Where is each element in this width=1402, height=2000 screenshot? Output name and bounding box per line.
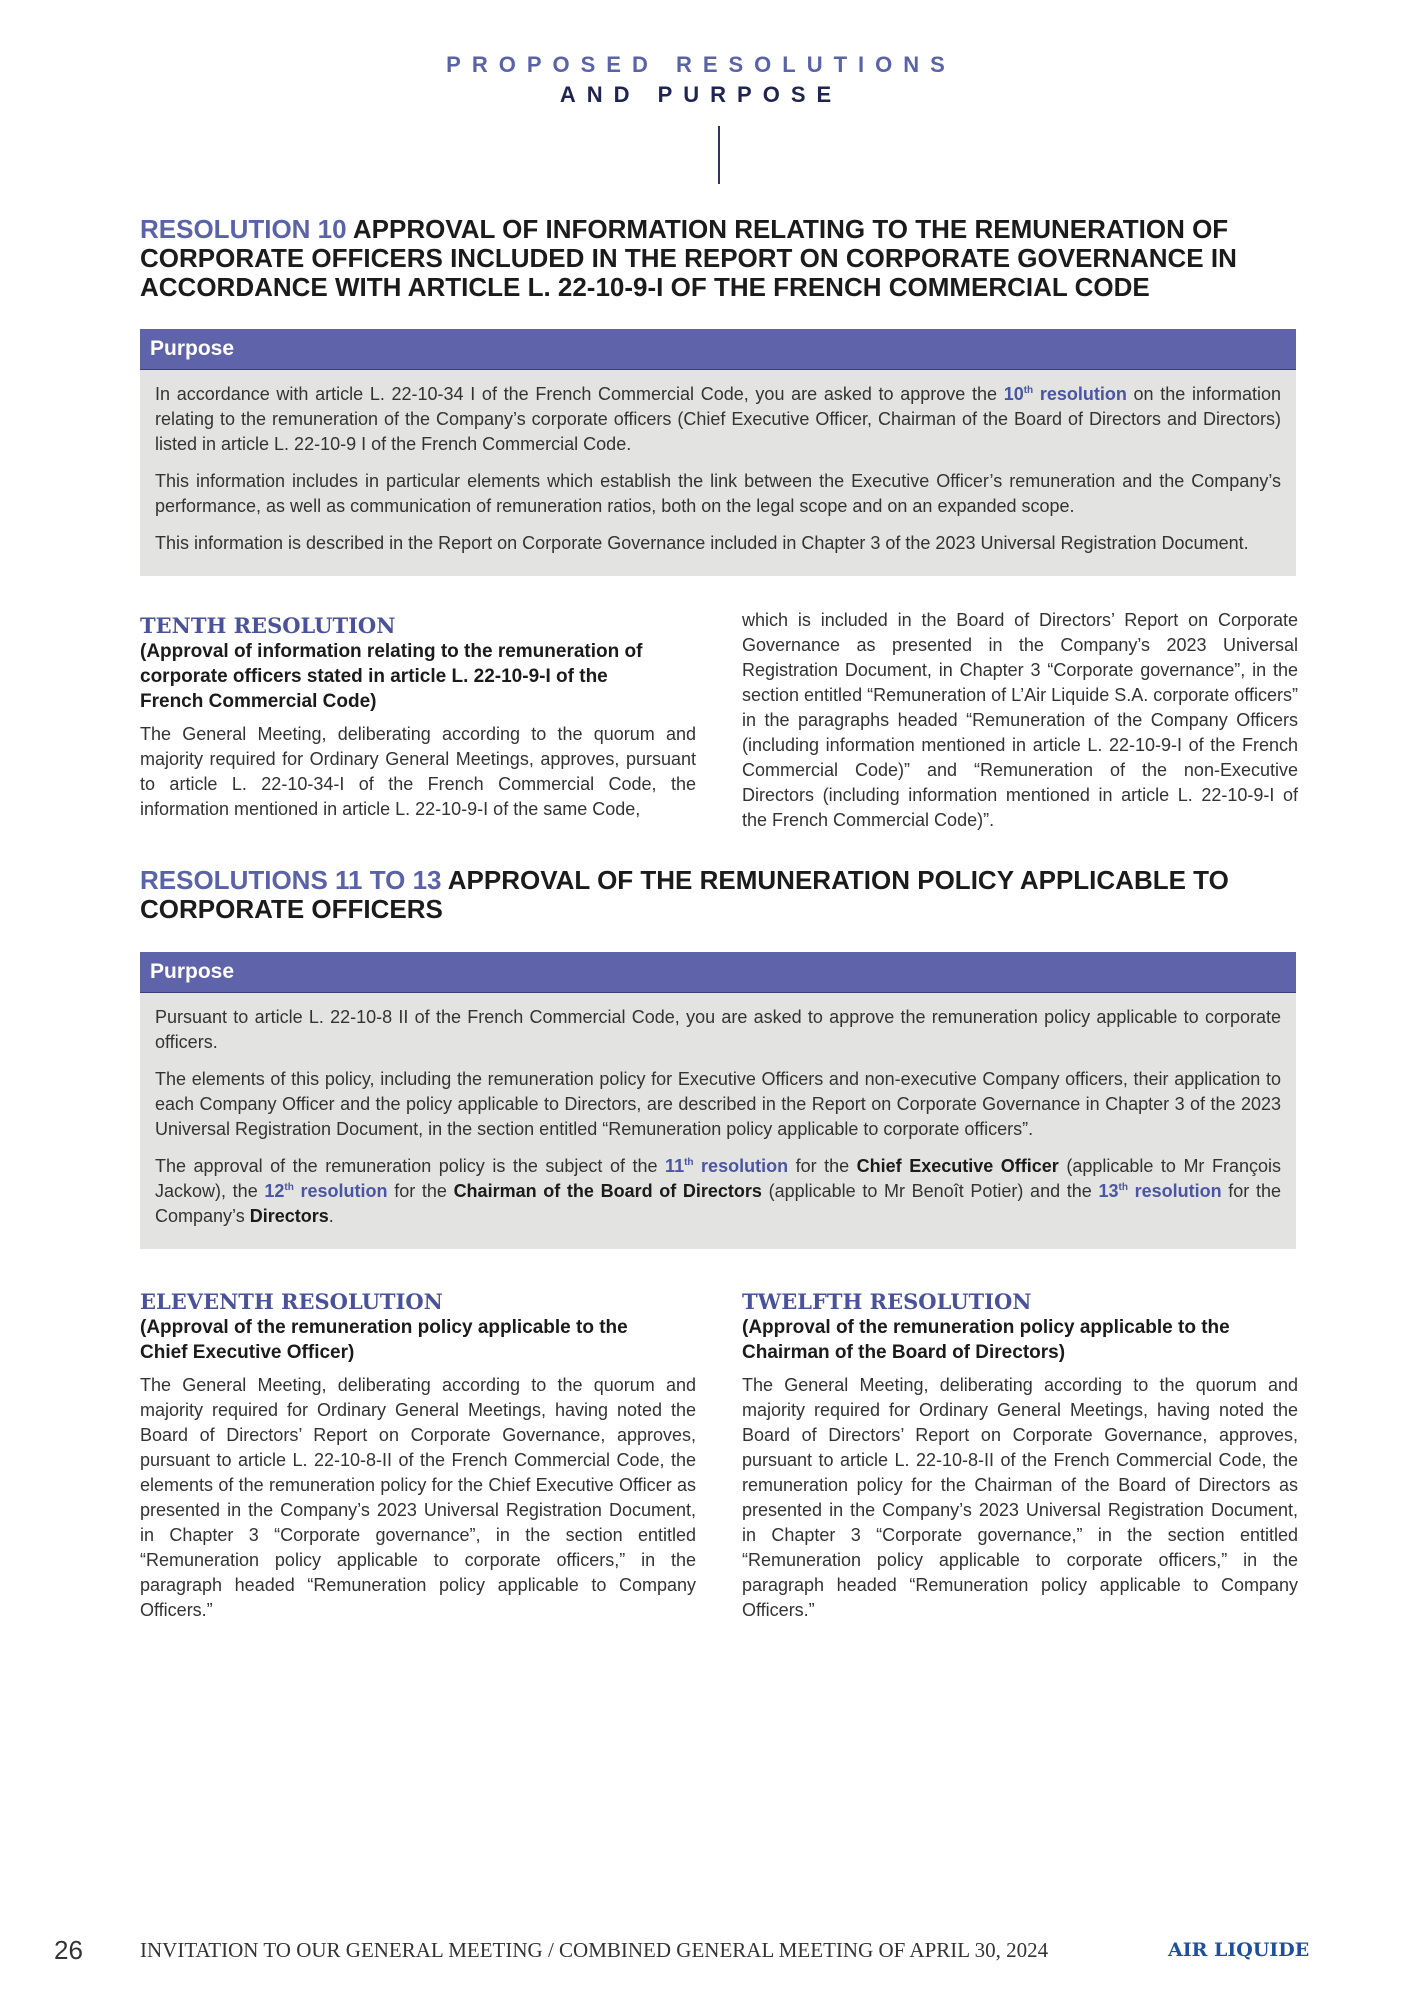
resolution-10-reference: [1004, 384, 1127, 404]
reference-number: 13: [1098, 1181, 1119, 1201]
purpose-box-resolution-10: [140, 329, 1296, 576]
ceo-label: Chief Executive Officer: [856, 1156, 1059, 1176]
twelfth-resolution-body: The General Meeting, deliberating according to the quorum and majority required for Ordinary General Meetings, having noted the Board of Directors’ Report on Corporate Governance, approves, pursuant to article L. 22-10-8-II of the French Commercial Code, the remuneration policy for the Chairman of the Board of Directors as presented in the Company’s 2023 Universal Registration Document, in Chapter 3 “Corporate governance,” in the section entitled “Remuneration policy applicable to corporate officers,” in the paragraph headed “Remuneration policy applicable to Company Officers.”: [742, 1375, 1298, 1620]
resolution-10-heading: APPROVAL OF INFORMATION RELATING TO THE REMUNERATION OF CORPORATE OFFICERS INCLUDED IN THE REPORT ON CORPORATE GOVERNANCE IN ACCORDANCE WITH ARTICLE L. 22-10-9-I OF THE FRENCH COMMERCIAL CODE: [140, 214, 1237, 302]
reference-ordinal: th: [1118, 1182, 1128, 1193]
purpose-body: [140, 993, 1296, 1249]
reference-number: 10: [1003, 384, 1024, 404]
tenth-resolution-left-column: [140, 613, 696, 822]
page-footer: [0, 1935, 1402, 1965]
tenth-resolution-right-column: [742, 608, 1298, 833]
purpose-text: on the information relating to the remuneration of the Company’s corporate officers (Chief Executive Officer, Chairman of the Board of Directors and Directors) listed in article L. 22-10-9 I of the French Commercial Code.: [155, 384, 1281, 454]
purpose-paragraph: This information is described in the Report on Corporate Governance included in Chapter 3 of the 2023 Universal Registration Document.: [155, 533, 1249, 553]
purpose-paragraph: This information includes in particular elements which establish the link between the Executive Officer’s remuneration and the Company’s performance, as well as communication of remuneration ratios, both on the legal scope and on an expanded scope.: [155, 471, 1281, 516]
header-divider: [718, 126, 720, 184]
purpose-text: (applicable to Mr François Jackow), the: [155, 1156, 1281, 1201]
reference-ordinal: th: [284, 1182, 294, 1193]
tenth-resolution-heading: TENTH RESOLUTION: [140, 613, 396, 638]
tenth-resolution-body-part-1: The General Meeting, deliberating according to the quorum and majority required for Ordinary General Meetings, approves, pursuant to article L. 22-10-34-I of the French Commercial Code, the information mentioned in article L. 22-10-9-I of the same Code,: [140, 724, 696, 819]
reference-word: resolution: [293, 1181, 388, 1201]
purpose-text: for the: [387, 1181, 454, 1201]
purpose-paragraph: [155, 1154, 1281, 1229]
directors-label: Directors: [249, 1206, 329, 1226]
resolutions-11-13-number: RESOLUTIONS 11 TO 13: [140, 865, 442, 895]
purpose-text: for the Company’s: [155, 1181, 1281, 1226]
purpose-text: for the: [788, 1156, 857, 1176]
eleventh-resolution-subheading: (Approval of the remuneration policy applicable to the Chief Executive Officer): [140, 1317, 628, 1363]
resolution-13-reference: [1098, 1181, 1221, 1201]
resolution-11-reference: [665, 1156, 788, 1176]
reference-number: 11: [665, 1156, 685, 1176]
purpose-text: (applicable to Mr Benoît Potier) and the: [761, 1181, 1099, 1201]
purpose-text: In accordance with article L. 22-10-34 I of the French Commercial Code, you are asked to approve the: [155, 384, 1004, 404]
purpose-paragraph: [155, 382, 1281, 457]
eleventh-resolution-body: The General Meeting, deliberating according to the quorum and majority required for Ordinary General Meetings, having noted the Board of Directors’ Report on Corporate Governance, approves, pursuant to article L. 22-10-8-II of the French Commercial Code, the elements of the remuneration policy for the Chief Executive Officer as presented in the Company’s 2023 Universal Registration Document, in Chapter 3 “Corporate governance”, in the section entitled “Remuneration policy applicable to corporate officers,” in the paragraph headed “Remuneration policy applicable to Company Officers.”: [140, 1375, 696, 1620]
eleventh-resolution-heading: ELEVENTH RESOLUTION: [140, 1289, 443, 1314]
page-header: [0, 50, 1402, 110]
resolutions-11-13-heading: APPROVAL OF THE REMUNERATION POLICY APPLICABLE TO CORPORATE OFFICERS: [140, 865, 1229, 924]
reference-ordinal: th: [684, 1157, 694, 1168]
header-line-1: PROPOSED RESOLUTIONS: [446, 52, 956, 77]
reference-word: resolution: [693, 1156, 789, 1176]
reference-word: resolution: [1127, 1181, 1222, 1201]
resolution-10-number: RESOLUTION 10: [140, 214, 347, 244]
purpose-paragraph: Pursuant to article L. 22-10-8 II of the French Commercial Code, you are asked to approve the remuneration policy applicable to corporate officers.: [155, 1007, 1281, 1052]
resolutions-11-13-title: [140, 866, 1300, 924]
air-liquide-logo: AIR LIQUIDE: [1168, 1939, 1310, 1961]
twelfth-resolution: [742, 1289, 1298, 1623]
reference-ordinal: th: [1023, 385, 1034, 396]
resolution-12-reference: [264, 1181, 387, 1201]
purpose-box-resolutions-11-13: [140, 952, 1296, 1249]
page-number: 26: [54, 1935, 83, 1965]
purpose-text: .: [328, 1206, 334, 1226]
tenth-resolution-body-part-2: which is included in the Board of Directors’ Report on Corporate Governance as presented in the Company’s 2023 Universal Registration Document, in Chapter 3 “Corporate governance”, in the section entitled “Remuneration of L’Air Liquide S.A. corporate officers” in the paragraphs headed “Remuneration of the Company Officers (including information mentioned in article L. 22-10-9-I of the French Commercial Code)” and “Remuneration of the non-Executive Directors (including information mentioned in article L. 22-10-9-I of the French Commercial Code)”.: [742, 610, 1298, 830]
reference-word: resolution: [1033, 384, 1127, 404]
chairman-label: Chairman of the Board of Directors: [453, 1181, 762, 1201]
eleventh-resolution: [140, 1289, 696, 1623]
purpose-text: The approval of the remuneration policy is the subject of the: [155, 1156, 666, 1176]
purpose-body: [140, 370, 1296, 576]
reference-number: 12: [264, 1181, 285, 1201]
purpose-paragraph: The elements of this policy, including the remuneration policy for Executive Officers and non-executive Company officers, their application to each Company Officer and the policy applicable to Directors, are described in the Report on Corporate Governance in Chapter 3 of the 2023 Universal Registration Document, in the section entitled “Remuneration policy applicable to corporate officers”.: [155, 1069, 1281, 1139]
tenth-resolution-subheading: (Approval of information relating to the remuneration of corporate officers stated in article L. 22-10-9-I of the French Commercial Code): [140, 641, 643, 712]
purpose-header: Purpose: [140, 952, 1296, 993]
resolution-10-title: [140, 215, 1300, 302]
purpose-header: Purpose: [140, 329, 1296, 370]
twelfth-resolution-subheading: (Approval of the remuneration policy applicable to the Chairman of the Board of Directors): [742, 1317, 1230, 1363]
twelfth-resolution-heading: TWELFTH RESOLUTION: [742, 1289, 1032, 1314]
header-line-2: AND PURPOSE: [559, 82, 843, 107]
footer-title: INVITATION TO OUR GENERAL MEETING / COMBINED GENERAL MEETING OF APRIL 30, 2024: [140, 1938, 1049, 1962]
